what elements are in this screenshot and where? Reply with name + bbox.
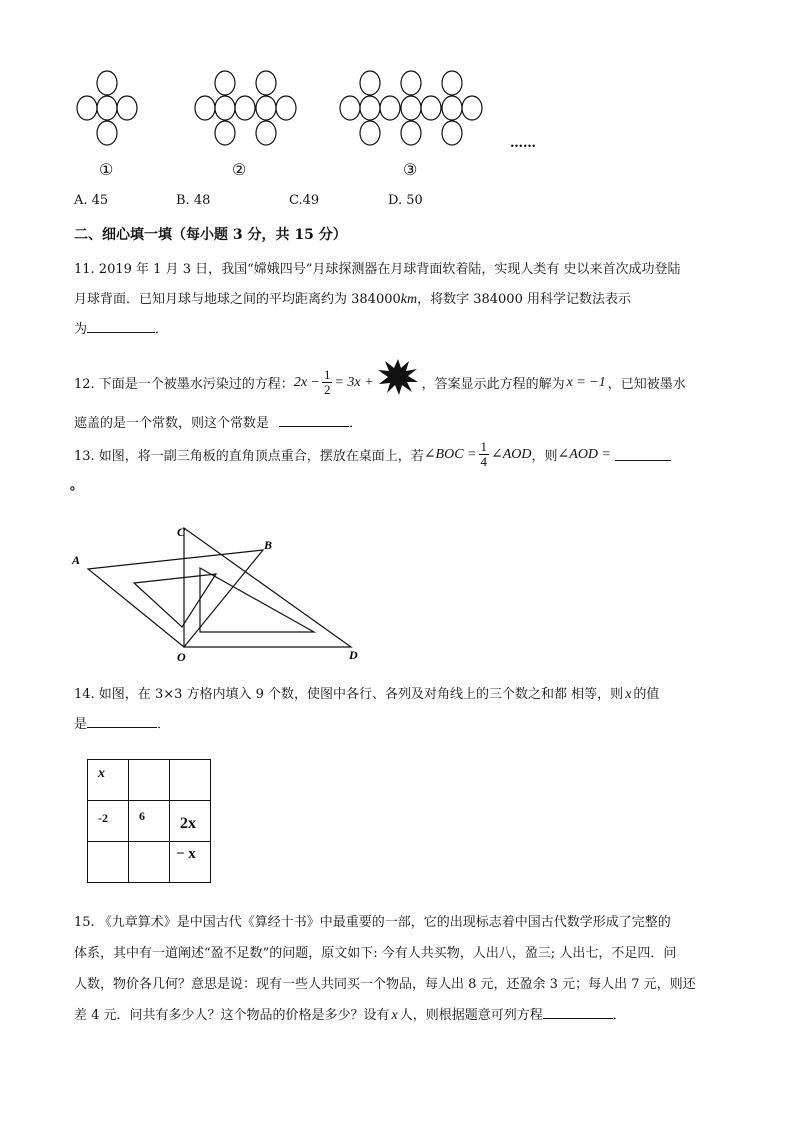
triangle-figure [66,522,366,667]
pattern-circle [401,71,421,95]
q14-line-1 [74,683,659,703]
q13-angle-2: ∠AOD [491,447,532,462]
pattern-circle [401,96,421,120]
grid-row [88,801,211,842]
pattern-label-3: ③ [403,160,418,179]
q12-end: ． [349,416,363,431]
pattern-circle [235,96,255,120]
pattern-label-1: ① [99,160,114,179]
q12-prefix: 12. 下面是一个被墨水污染过的方程： [74,377,294,392]
ink-blot-icon [376,357,420,397]
q11-text-b: ，将数字 384000 用科学记数法表示 [417,292,631,307]
q12-fraction [322,368,333,397]
q12-frac-den: 2 [323,382,331,397]
pattern-circle [442,71,462,95]
pattern-circle [256,96,276,120]
q11-line-1: 11. 2019 年 1 月 3 日，我国“嫦娥四号”月球探测器在月球背面软着陆，实现人类有 史以来首次成功登陆 [74,262,681,277]
q12-frac-num: 1 [323,367,331,382]
q12-solution: x = −1 [566,374,606,390]
q11-line-3 [74,318,168,337]
pattern-circle [421,96,441,120]
q11-line-2 [74,288,631,308]
grid-row [88,760,211,801]
pattern-circle [256,121,276,145]
pattern-circle [195,96,215,120]
pattern-circle [215,71,235,95]
option-d: D. 50 [388,193,423,208]
q12-eq-left: 2x − [293,374,320,390]
q13-end: 。 [70,478,84,493]
label-b: B [264,538,273,552]
pattern-circle [117,96,137,120]
q13-answer-blank[interactable] [615,448,671,461]
q15-end: ． [612,1008,626,1023]
q14-text-b: 的值 [633,687,660,702]
grid-cell [170,760,211,801]
q13-angle-3: ∠AOD = [557,447,611,462]
q11-end: ． [155,322,169,337]
pattern-circle [77,96,97,120]
option-b: B. 48 [176,193,211,208]
pattern-circle [97,121,117,145]
pattern-circle [215,121,235,145]
q15-line-1: 15. 《九章算术》是中国古代《算经十书》中最重要的一部，它的出现标志着中国古代数学形成了完整的 [74,915,671,930]
grid-cell: x [88,760,129,801]
q14-answer-blank[interactable] [87,715,157,728]
grid-cell: 2x [170,801,211,842]
q12-line-2-text: 遮盖的是一个常数，则这个常数是 [74,416,270,431]
grid-cell [88,842,129,883]
grid-cell [129,842,170,883]
label-c: C [177,525,186,539]
pattern-circle [256,71,276,95]
pattern-circle [462,96,482,120]
grid-cell: 6 [129,801,170,842]
q11-text-a: 月球背面．已知月球与地球之间的平均距离约为 384000 [74,292,401,307]
pattern-circle [380,96,400,120]
q15-line-4 [74,1004,626,1024]
label-o: O [177,650,186,664]
q14-end: ． [157,717,171,732]
q11-unit: km [400,292,418,307]
q13-mid: ，则 [531,449,558,464]
q12-line-2 [74,412,362,431]
pattern-circle [276,96,296,120]
q14-text-a: 14. 如图，在 3×3 方格内填入 9 个数，使图中各行、各列及对角线上的三个数之和都 相等，则 [74,687,624,702]
q14-var: x [625,687,632,702]
q12-eq-right: = 3x + [334,374,374,390]
label-d: D [349,648,358,662]
pattern-label-2: ② [232,160,247,179]
q15-text-a: 差 4 元．问共有多少人？这个物品的价格是多少？设有 [74,1008,390,1023]
inner-triangle-aob [134,574,216,627]
q14-prefix: 是 [74,717,88,732]
q13-line-1 [74,440,671,469]
grid-row [88,842,211,883]
q11-answer-blank[interactable] [87,320,155,333]
q12-mid: ，答案显示此方程的解为 [421,377,565,392]
q14-line-2 [74,713,170,732]
inner-triangle-cod [200,568,314,632]
q15-line-2: 体系，其中有一道阐述“盈不足数”的问题，原文如下: 今有人共买物，人出八，盈三; 人出七，不足四．问 [74,946,677,961]
pattern-circle [360,71,380,95]
pattern-circle [215,96,235,120]
option-c: C.49 [289,193,320,208]
q13-frac-den: 4 [480,454,487,469]
q12-line-1 [74,368,686,397]
magic-square-grid [87,759,211,883]
q15-text-b: 人，则根据题意可列方程 [399,1008,543,1023]
grid-cell: -2 [88,801,129,842]
q13-prefix: 13. 如图，将一副三角板的直角顶点重合，摆放在桌面上，若 [74,449,424,464]
q13-fraction [479,440,490,469]
pattern-circle [340,96,360,120]
q11-prefix: 为 [74,322,88,337]
pattern-circle [97,96,117,120]
q15-line-3: 人数，物价各几何？意思是说：现有一些人共同买一个物品，每人出 8 元，还盈余 3 元；每人出 7 元，则还 [74,977,696,992]
q13-frac-num: 1 [480,439,487,454]
pattern-circle [360,121,380,145]
pattern-circle [360,96,380,120]
pattern-circle [401,121,421,145]
pattern-circle [442,96,462,120]
section-title: 二、细心填一填（每小题 3 分，共 15 分） [74,227,347,243]
pattern-ellipsis: …… [510,136,536,151]
q12-answer-blank[interactable] [279,414,349,427]
grid-cell: − x [170,842,211,883]
circle-pattern-figure [60,60,550,190]
q15-var: x [391,1008,398,1023]
option-a: A. 45 [74,193,109,208]
pattern-circle [97,71,117,95]
q12-tail: ，已知被墨水 [607,377,686,392]
pattern-circle [442,121,462,145]
label-a: A [72,553,81,567]
q13-angle-1: ∠BOC = [423,447,477,462]
q15-answer-blank[interactable] [543,1006,613,1019]
grid-cell [129,760,170,801]
